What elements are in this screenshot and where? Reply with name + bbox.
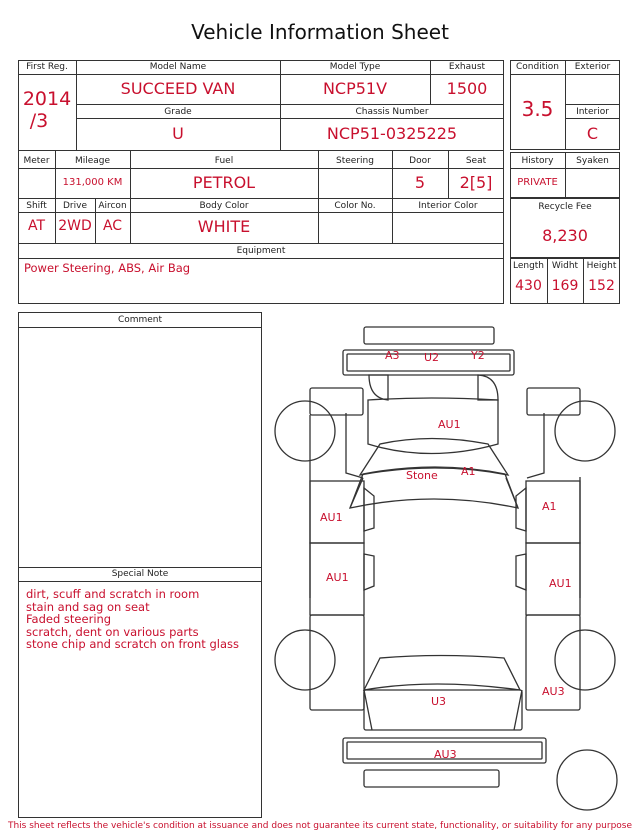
damage-hood: AU1 — [438, 418, 461, 431]
shift-value: AT — [27, 218, 46, 234]
right-rear-window — [516, 554, 526, 590]
interior-color-label: Interior Color — [418, 201, 478, 211]
front-bumper-top — [364, 327, 494, 344]
aircon-value: AC — [102, 218, 123, 234]
first-reg-label: First Reg. — [26, 62, 68, 72]
spare-tyre — [557, 750, 617, 810]
model-name-value: SUCCEED VAN — [120, 79, 236, 98]
damage-left-rear-door: AU1 — [326, 571, 349, 584]
equipment-label: Equipment — [236, 246, 286, 256]
rear-window — [364, 656, 520, 691]
door-label: Door — [409, 156, 431, 166]
model-type-value: NCP51V — [322, 79, 388, 98]
special-note-list — [26, 588, 258, 651]
damage-rear-bumper: AU3 — [434, 748, 457, 761]
comment-box — [18, 312, 262, 818]
condition-value: 3.5 — [521, 97, 554, 121]
history-value: PRIVATE — [517, 177, 558, 188]
width-value: 169 — [551, 278, 579, 294]
special-note-label: Special Note — [111, 569, 169, 579]
damage-right-front-door: A1 — [542, 500, 557, 513]
special-note-item: scratch, dent on various parts — [26, 624, 199, 639]
length-value: 430 — [515, 278, 542, 294]
special-note-item: Faded steering — [26, 612, 112, 626]
damage-left-front-door: AU1 — [320, 511, 343, 524]
left-rear-window — [364, 554, 374, 590]
fuel-value: PETROL — [192, 173, 256, 192]
equipment-value: Power Steering, ABS, Air Bag — [24, 261, 191, 275]
exterior-label: Exterior — [574, 62, 611, 72]
shift-label: Shift — [26, 201, 47, 211]
door-value: 5 — [414, 173, 426, 192]
chassis-number-label: Chassis Number — [355, 107, 429, 117]
steering-label: Steering — [336, 156, 374, 166]
right-front-fender — [527, 388, 580, 415]
length-label: Length — [512, 261, 545, 271]
damage-right-rear-fender: AU3 — [542, 685, 565, 698]
history-label: History — [521, 156, 554, 166]
width-label: Widht — [551, 261, 579, 271]
car-damage-diagram — [268, 318, 628, 818]
front-right-lamp — [478, 375, 498, 400]
page-title: Vehicle Information Sheet — [191, 20, 449, 44]
first-reg-month: /3 — [29, 110, 49, 132]
comment-label: Comment — [117, 315, 163, 325]
model-name-label: Model Name — [149, 62, 207, 72]
mileage-value: 131,000 KM — [62, 177, 123, 188]
model-type-label: Model Type — [329, 62, 381, 72]
special-note-item: stone chip and scratch on front glass — [26, 637, 239, 651]
recycle-fee-value: 8,230 — [542, 226, 588, 245]
hood — [368, 398, 498, 454]
damage-front-center: U2 — [424, 351, 440, 364]
chassis-number-value: NCP51-0325225 — [326, 124, 458, 143]
condition-label: Condition — [516, 62, 559, 72]
disclaimer-footer: This sheet reflects the vehicle's condition at issuance and does not guarantee its current state, functionality, or suitability for any purpose — [7, 821, 633, 831]
front-left-lamp — [369, 375, 388, 400]
body-color-label: Body Color — [199, 201, 249, 211]
meter-label: Meter — [23, 156, 50, 166]
damage-front-left: A3 — [385, 349, 400, 362]
interior-value: C — [586, 124, 599, 143]
syaken-label: Syaken — [576, 156, 609, 166]
right-front-wheel — [555, 401, 615, 461]
special-note-item: stain and sag on seat — [26, 599, 150, 614]
height-label: Height — [586, 261, 617, 271]
exhaust-label: Exhaust — [448, 62, 486, 72]
seat-value: 2[5] — [459, 173, 493, 192]
damage-right-rear-door: AU1 — [549, 577, 572, 590]
interior-label: Interior — [576, 107, 609, 117]
left-front-window — [364, 488, 374, 531]
exhaust-value: 1500 — [446, 79, 488, 98]
drive-value: 2WD — [58, 218, 92, 234]
fuel-label: Fuel — [214, 156, 234, 166]
first-reg-year: 2014 — [22, 88, 72, 110]
recycle-fee-label: Recycle Fee — [538, 202, 592, 212]
left-front-fender — [310, 388, 363, 415]
grade-label: Grade — [164, 107, 192, 117]
left-rear-wheel — [275, 630, 335, 690]
damage-front-right: Y2 — [471, 349, 485, 362]
damage-tailgate: U3 — [431, 695, 447, 708]
aircon-label: Aircon — [98, 201, 127, 211]
rear-bumper-bottom — [364, 770, 499, 787]
right-rear-wheel — [555, 630, 615, 690]
body-color-value: WHITE — [197, 217, 251, 236]
damage-glass-stone: Stone — [406, 469, 438, 482]
right-front-window — [516, 488, 526, 531]
color-no-label: Color No. — [334, 201, 376, 211]
special-note-item: dirt, scuff and scratch in room — [26, 587, 200, 601]
left-front-wheel — [275, 401, 335, 461]
drive-label: Drive — [63, 201, 87, 211]
seat-label: Seat — [465, 156, 487, 166]
mileage-label: Mileage — [74, 156, 111, 166]
grade-value: U — [172, 124, 184, 143]
damage-glass: A1 — [461, 465, 476, 478]
height-value: 152 — [588, 278, 615, 294]
left-rear-fender — [310, 615, 364, 710]
